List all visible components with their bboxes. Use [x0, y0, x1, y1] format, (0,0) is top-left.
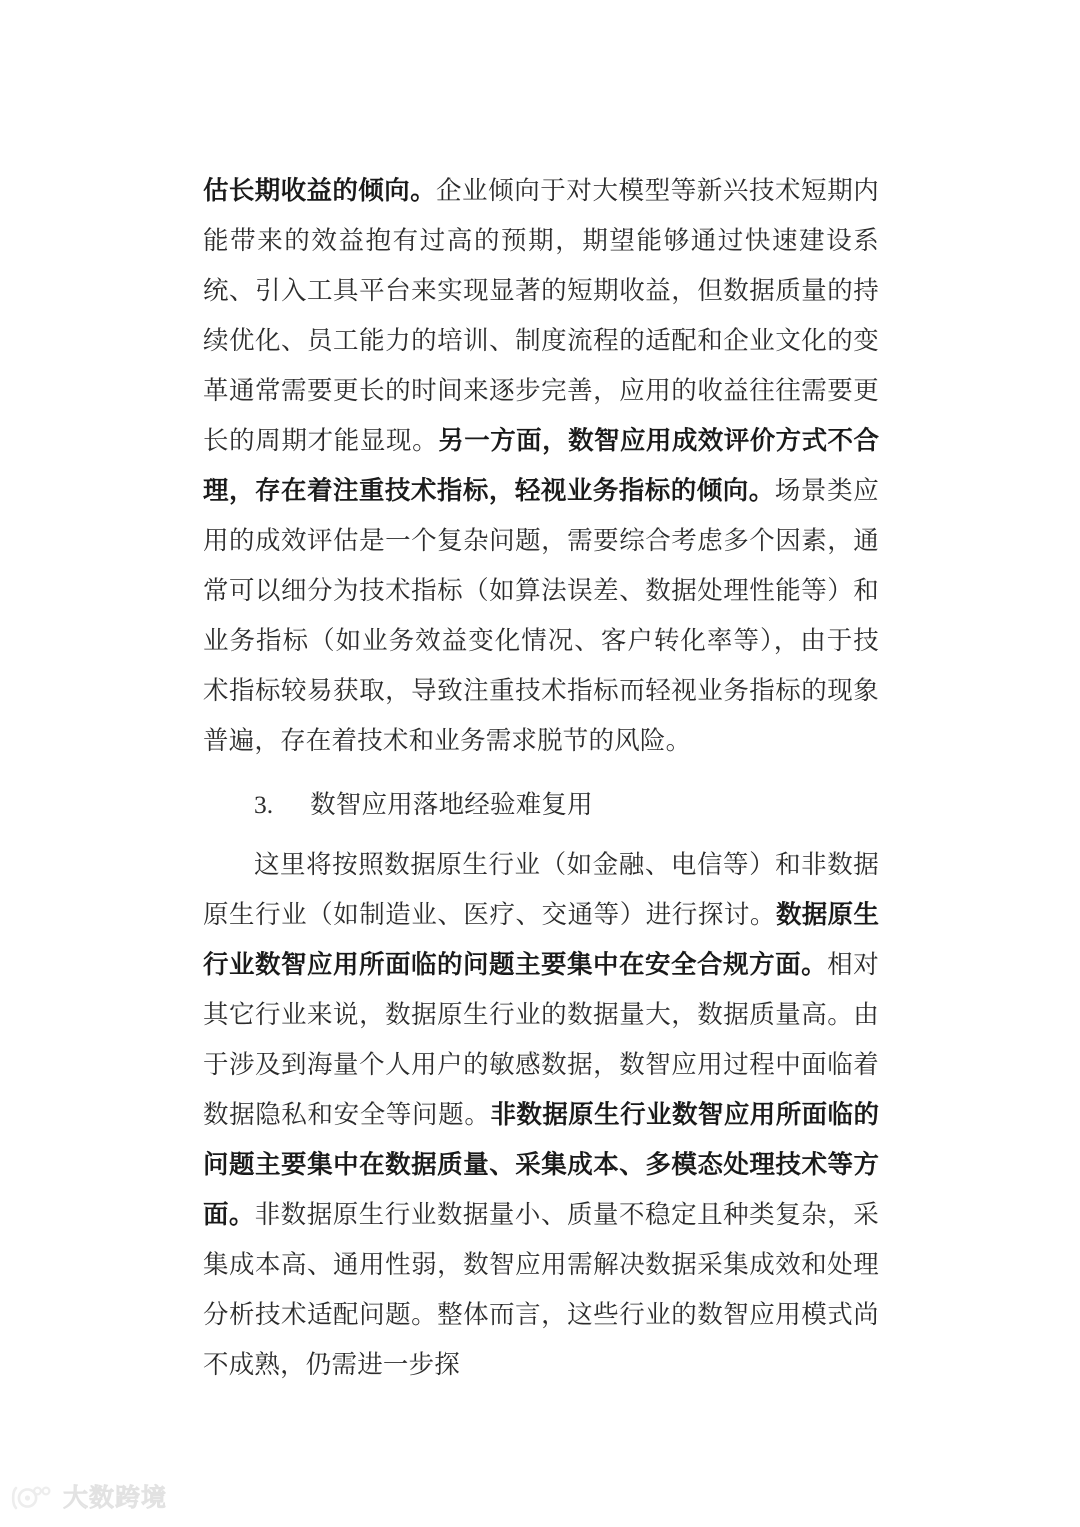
text-run-regular: 非数据原生行业数据量小、质量不稳定且种类复杂，采集成本高、通用性弱，数智应用需解决数据采集成效和处理分析技术适配问题。整体而言，这些行业的数智应用模式尚不成熟，仍需进一步探	[203, 1200, 879, 1379]
text-run-regular: 相对其它行业来说，数据原生行业的数据量大，数据质量高。由于涉及到海量个人用户的敏感数据，数智应用过程中面临着数据隐私和安全等问题。	[203, 950, 879, 1129]
watermark	[10, 1484, 167, 1512]
text-run-regular: 这里将按照数据原生行业（如金融、电信等）和非数据原生行业（如制造业、医疗、交通等）进行探讨。	[203, 850, 879, 929]
document-text-block	[203, 166, 879, 1390]
heading-title: 数智应用落地经验难复用	[310, 790, 593, 819]
logo-icon	[10, 1484, 56, 1512]
paragraph-1	[203, 166, 879, 766]
text-run-bold: 估长期收益的倾向。	[203, 177, 436, 205]
text-run-bold: 数据原生行业数智应用所面临的问题主要集中在安全合规方面。	[203, 901, 879, 979]
watermark-text: 大数跨境	[63, 1483, 168, 1512]
heading-number: 3.	[254, 790, 274, 819]
text-run-bold: 非数据原生行业数智应用所面临的问题主要集中在数据质量、采集成本、多模态处理技术等方面。	[203, 1101, 879, 1229]
text-run-regular: 场景类应用的成效评估是一个复杂问题，需要综合考虑多个因素，通常可以细分为技术指标（如算法误差、数据处理性能等）和业务指标（如业务效益变化情况、客户转化率等），由于技术指标较易获取，导致注重技术指标而轻视业务指标的现象普遍，存在着技术和业务需求脱节的风险。	[203, 476, 879, 755]
text-run-regular: 企业倾向于对大模型等新兴技术短期内能带来的效益抱有过高的预期，期望能够通过快速建设系统、引入工具平台来实现显著的短期收益，但数据质量的持续优化、员工能力的培训、制度流程的适配和企业文化的变革通常需要更长的时间来逐步完善，应用的收益往往需要更长的周期才能显现。	[203, 176, 879, 455]
section-heading-3	[203, 766, 879, 840]
paragraph-2	[203, 840, 879, 1390]
text-run-bold: 另一方面，数智应用成效评价方式不合理，存在着注重技术指标，轻视业务指标的倾向。	[203, 427, 879, 505]
